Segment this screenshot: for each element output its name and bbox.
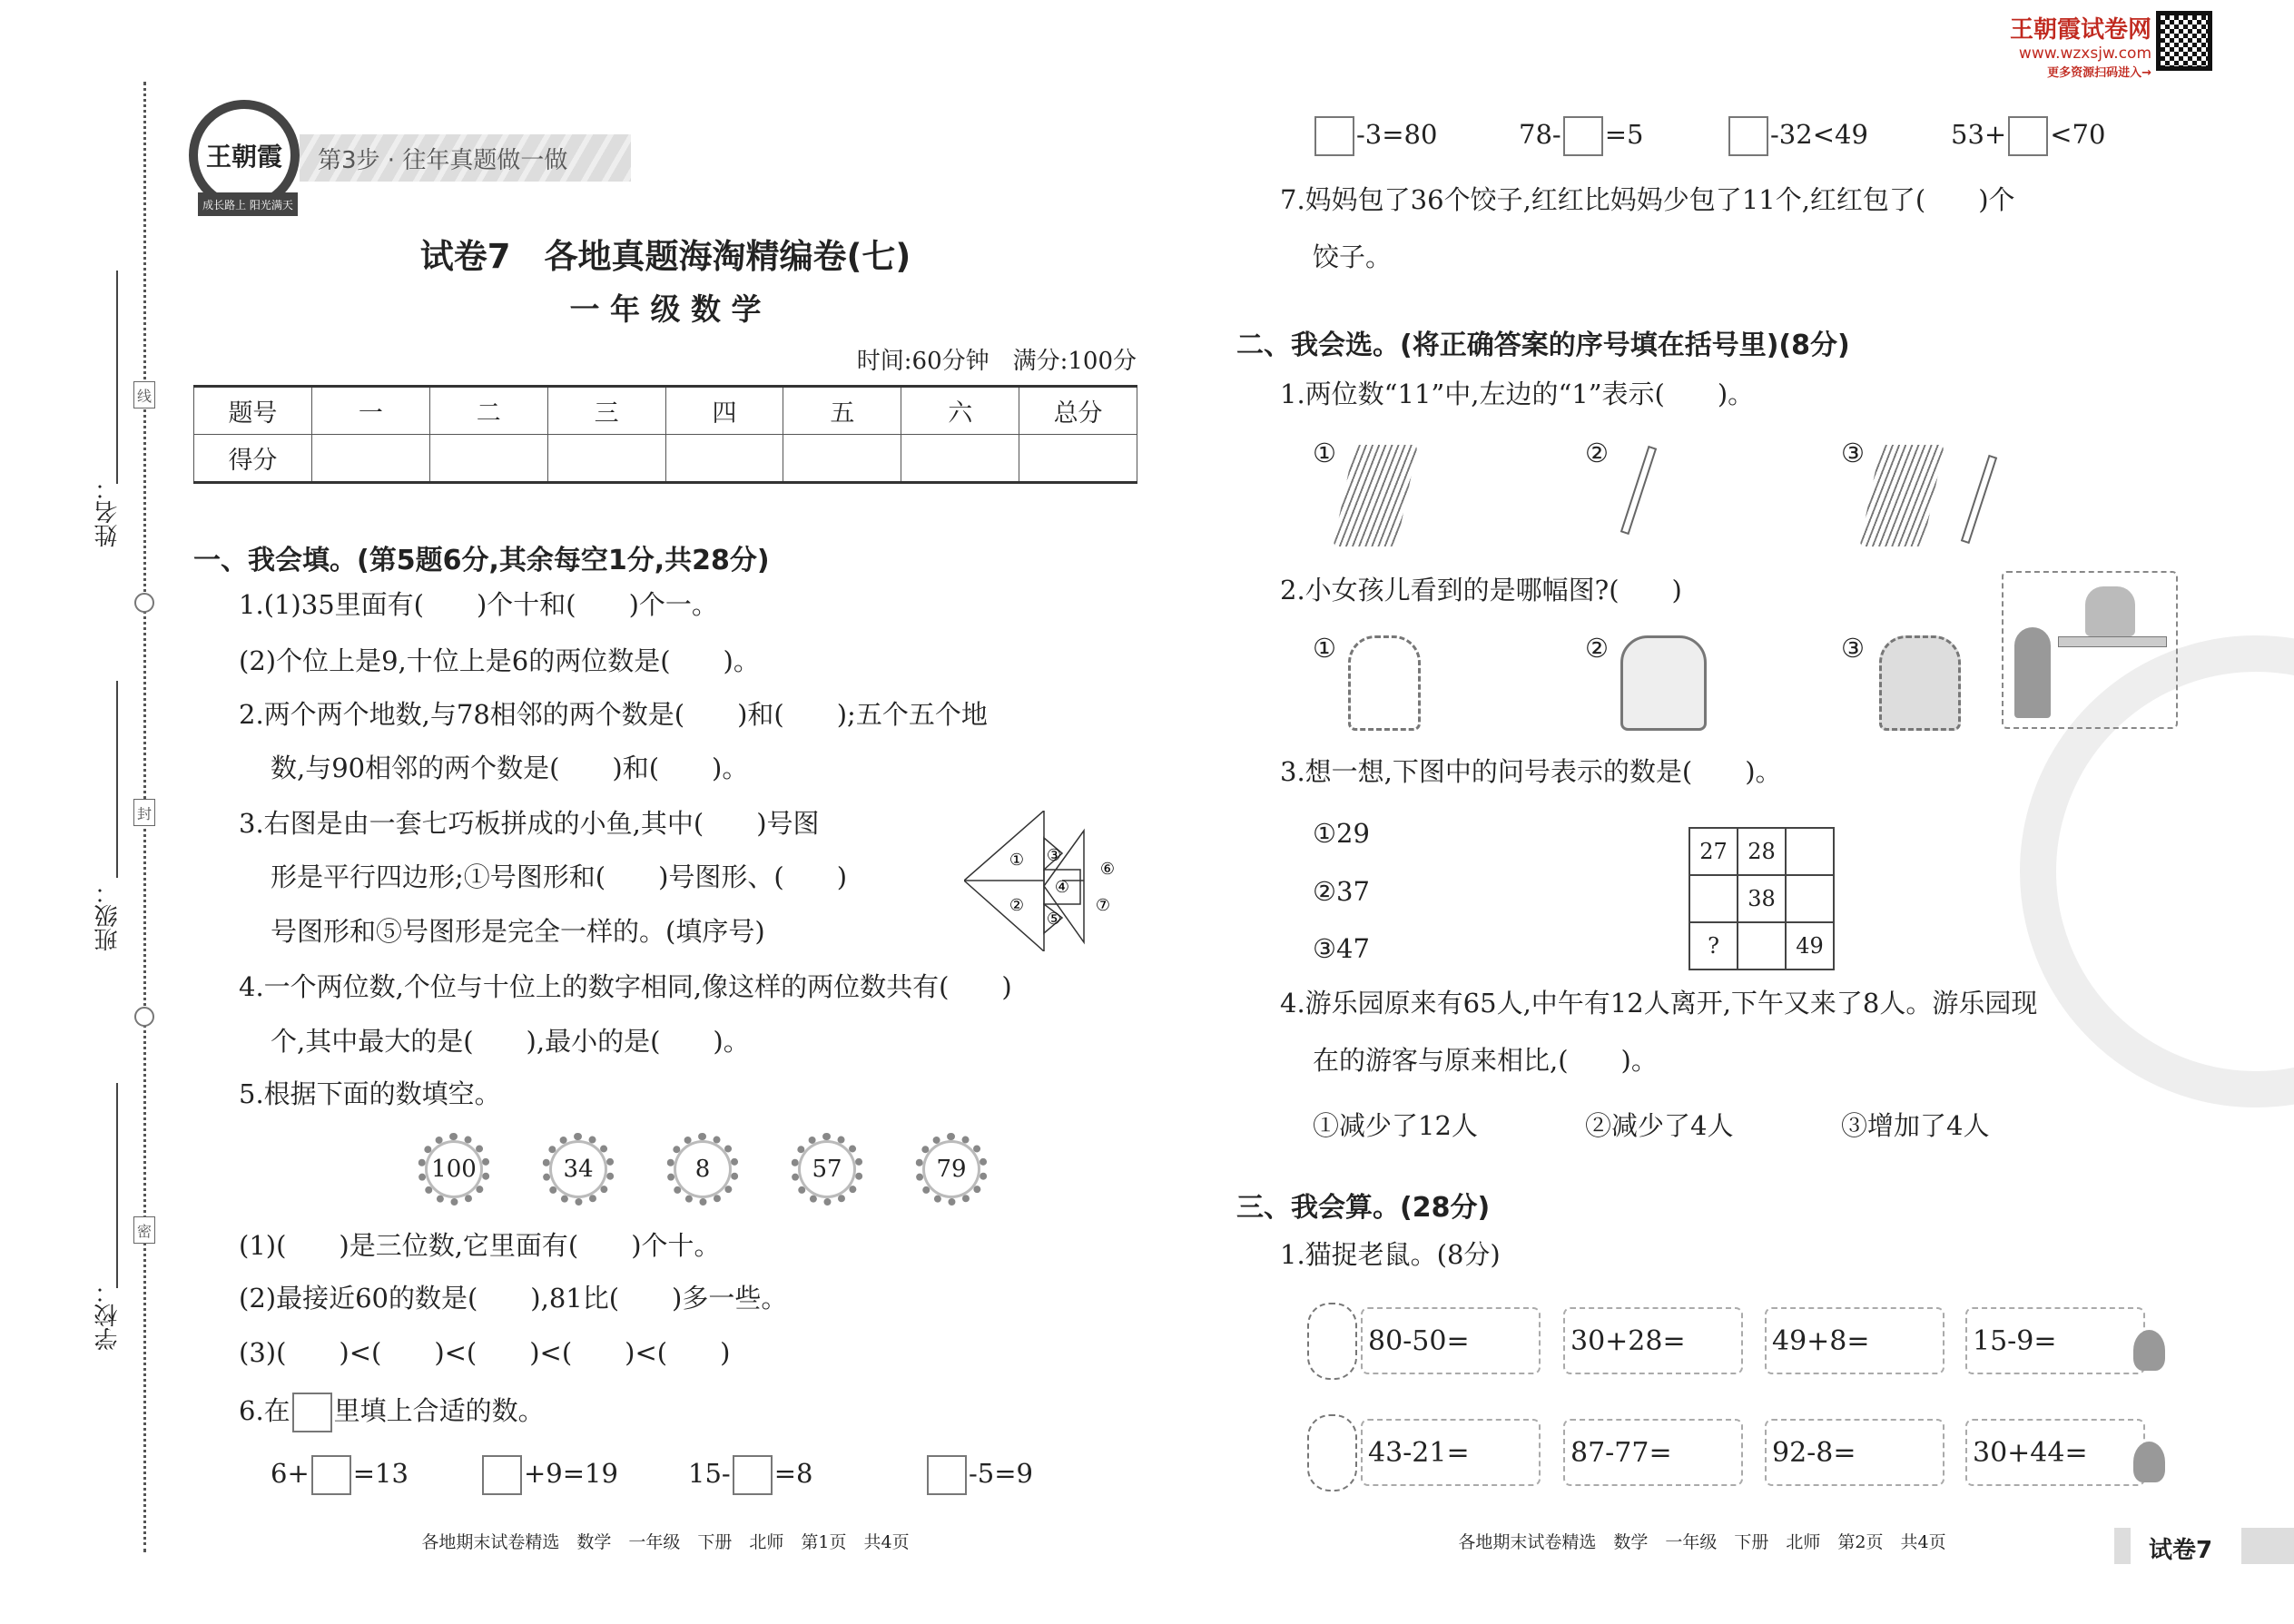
binding-hole — [134, 593, 154, 613]
question-text: (2)个位上是9,十位上是6的两位数是( )。 — [239, 645, 760, 676]
cat-icon — [1307, 1303, 1357, 1380]
eq-pre: 15- — [688, 1458, 731, 1489]
section-3-heading: 三、我会算。(28分) — [1236, 1192, 1491, 1224]
backpack-front-view-icon — [1620, 635, 1707, 731]
equation — [1519, 116, 1643, 156]
footer-left: 各地期末试卷精选 数学 一年级 下册 北师 第1页 共4页 — [421, 1532, 910, 1552]
paper-tab — [2114, 1528, 2294, 1564]
score-header: 题号 — [194, 387, 312, 435]
question-text: 饺子。 — [1313, 241, 1393, 272]
seal-mark-seal: 封 — [133, 799, 155, 826]
score-cell[interactable] — [547, 435, 665, 483]
option-label[interactable]: ①29 — [1313, 818, 1370, 849]
option-label[interactable]: ②减少了4人 — [1585, 1110, 1734, 1141]
backpack-back-view-icon — [1879, 635, 1961, 731]
mouse-icon — [2133, 1330, 2165, 1371]
equation — [271, 1455, 409, 1495]
answer-box[interactable] — [311, 1455, 351, 1495]
question-text: (3)( )<( )<( )<( )<( ) — [239, 1337, 731, 1368]
paper-tab-label: 试卷7 — [2149, 1537, 2213, 1564]
question-text: 数,与90相邻的两个数是( )和( )。 — [271, 753, 749, 783]
eq-post: <70 — [2050, 119, 2106, 150]
brand-logo-text: 王朝霞 — [205, 142, 282, 172]
score-cell[interactable] — [311, 435, 429, 483]
question-text: 4.游乐园原来有65人,中午有12人离开,下午又来了8人。游乐园现 — [1280, 988, 2038, 1019]
answer-box[interactable] — [733, 1455, 773, 1495]
eq-post: =13 — [352, 1458, 409, 1489]
single-stick-icon — [1961, 455, 1997, 544]
eq-pre: 78- — [1519, 119, 1561, 150]
step-banner-text: 第3步 · 往年真题做一做 — [318, 147, 568, 174]
eq-post: -32<49 — [1770, 119, 1868, 150]
question-text: 2.小女孩儿看到的是哪幅图?( ) — [1280, 575, 1682, 605]
tangram-label: ⑦ — [1095, 896, 1111, 915]
score-row-label: 得分 — [194, 435, 312, 483]
tangram-label: ③ — [1046, 846, 1062, 865]
tangram-label: ② — [1009, 896, 1025, 915]
score-header: 总分 — [1019, 387, 1137, 435]
site-hint: 更多资源扫码进入→ — [2047, 66, 2151, 80]
option-label[interactable]: ① — [1313, 633, 1336, 664]
question-text: 2.两个两个地数,与78相邻的两个数是( )和( );五个五个地 — [239, 699, 988, 730]
question-6-text — [239, 1393, 545, 1432]
school-label: 学校： — [94, 1280, 122, 1351]
page-subtitle: 一 年 级 数 学 — [569, 291, 762, 327]
bundle-of-ten-sticks-icon — [1859, 445, 1944, 546]
option-label[interactable]: ③ — [1841, 438, 1865, 468]
grid-cell — [1786, 875, 1834, 922]
option-label[interactable]: ③47 — [1313, 933, 1370, 964]
calc-box[interactable]: 92-8= — [1765, 1419, 1944, 1486]
score-header: 一 — [311, 387, 429, 435]
question-text: 1.两位数“11”中,左边的“1”表示( )。 — [1280, 379, 1755, 409]
exam-meta: 时间:60分钟 满分:100分 — [856, 348, 1137, 375]
option-label[interactable]: ②37 — [1313, 876, 1370, 907]
seal-mark-line: 线 — [133, 381, 155, 408]
question-text: 1.(1)35里面有( )个十和( )个一。 — [239, 589, 718, 620]
tangram-label: ⑤ — [1046, 910, 1062, 929]
answer-box[interactable] — [1563, 116, 1603, 156]
calc-box[interactable]: 87-77= — [1563, 1419, 1743, 1486]
question-text: 3.想一想,下图中的问号表示的数是( )。 — [1280, 756, 1782, 787]
binding-hole — [134, 1007, 154, 1027]
calc-box[interactable]: 30+44= — [1965, 1419, 2145, 1486]
option-label[interactable]: ② — [1585, 633, 1609, 664]
school-field[interactable] — [116, 1083, 118, 1288]
tangram-label: ① — [1009, 851, 1025, 870]
score-table-row — [194, 435, 1137, 483]
question-text: 号图形和⑤号图形是完全一样的。(填序号) — [271, 916, 765, 947]
page-title: 试卷7 各地真题海淘精编卷(七) — [419, 237, 911, 276]
number-flower: 57 — [791, 1133, 863, 1206]
score-table — [193, 385, 1137, 484]
option-label[interactable]: ② — [1585, 438, 1609, 468]
grid-cell — [1689, 875, 1738, 922]
option-label[interactable]: ③增加了4人 — [1841, 1110, 1990, 1141]
name-label: 姓名： — [94, 477, 122, 547]
grid-cell: 49 — [1786, 922, 1834, 969]
score-header: 五 — [783, 387, 901, 435]
score-cell[interactable] — [1019, 435, 1137, 483]
question-text: 在的游客与原来相比,( )。 — [1313, 1045, 1658, 1076]
step-banner — [300, 134, 631, 182]
eq-post: =5 — [1604, 119, 1644, 150]
calc-box[interactable]: 80-50= — [1361, 1307, 1541, 1374]
number-flower: 8 — [666, 1133, 739, 1206]
answer-box[interactable] — [1728, 116, 1768, 156]
number-flower: 79 — [915, 1133, 988, 1206]
score-header: 四 — [665, 387, 783, 435]
score-header: 六 — [901, 387, 1019, 435]
equation — [1951, 116, 2105, 156]
answer-box[interactable] — [927, 1455, 967, 1495]
calc-box[interactable]: 30+28= — [1563, 1307, 1743, 1374]
option-label[interactable]: ① — [1313, 438, 1336, 468]
eq-post: =8 — [773, 1458, 813, 1489]
number-grid — [1689, 827, 1835, 970]
answer-box[interactable] — [1314, 116, 1354, 156]
grid-cell: 28 — [1738, 828, 1786, 875]
site-badge[interactable] — [1997, 11, 2151, 80]
question-text: 3.右图是由一套七巧板拼成的小鱼,其中( )号图 — [239, 808, 820, 839]
equation — [480, 1455, 618, 1495]
question-text: 1.猫捉老鼠。(8分) — [1280, 1239, 1501, 1270]
site-url[interactable]: www.wzxsjw.com — [2018, 44, 2151, 63]
cat-icon — [1307, 1414, 1357, 1491]
question-text: (1)( )是三位数,它里面有( )个十。 — [239, 1230, 721, 1261]
score-table-header — [194, 387, 1137, 435]
q6-pre: 6.在 — [239, 1395, 290, 1426]
footer-right: 各地期末试卷精选 数学 一年级 下册 北师 第2页 共4页 — [1458, 1532, 1946, 1552]
grid-cell: ? — [1689, 922, 1738, 969]
answer-box[interactable] — [482, 1455, 522, 1495]
eq-post: -5=9 — [969, 1458, 1033, 1489]
option-label[interactable]: ①减少了12人 — [1313, 1110, 1478, 1141]
section-2-heading: 二、我会选。(将正确答案的序号填在括号里)(8分) — [1236, 330, 1850, 361]
site-name: 王朝霞试卷网 — [2009, 16, 2151, 44]
number-flower: 100 — [418, 1133, 490, 1206]
bundle-of-ten-sticks-icon — [1333, 445, 1418, 546]
question-text: 4.一个两位数,个位与十位上的数字相同,像这样的两位数共有( ) — [239, 971, 1012, 1002]
calc-box[interactable]: 43-21= — [1361, 1419, 1541, 1486]
q6-post: 里填上合适的数。 — [333, 1395, 545, 1426]
option-label[interactable]: ③ — [1841, 633, 1865, 664]
class-field[interactable] — [116, 681, 118, 878]
equation — [1727, 116, 1868, 156]
seal-mark-secret: 密 — [133, 1216, 155, 1244]
answer-box — [292, 1393, 332, 1432]
grid-cell — [1786, 828, 1834, 875]
question-text: 7.妈妈包了36个饺子,红红比妈妈少包了11个,红红包了( )个 — [1280, 184, 2015, 215]
tangram-label: ④ — [1054, 878, 1070, 897]
eq-pre: 6+ — [271, 1458, 310, 1489]
score-cell[interactable] — [901, 435, 1019, 483]
question-text: (2)最接近60的数是( ),81比( )多一些。 — [239, 1283, 788, 1314]
score-cell[interactable] — [783, 435, 901, 483]
mouse-icon — [2133, 1442, 2165, 1482]
calc-box[interactable]: 15-9= — [1965, 1307, 2145, 1374]
equation — [1313, 116, 1437, 156]
eq-post: -3=80 — [1356, 119, 1438, 150]
answer-box[interactable] — [2008, 116, 2048, 156]
grid-cell — [1738, 922, 1786, 969]
question-text: 5.根据下面的数填空。 — [239, 1078, 501, 1109]
grid-cell: 27 — [1689, 828, 1738, 875]
section-1-heading: 一、我会填。(第5题6分,其余每空1分,共28分) — [193, 545, 770, 576]
question-text: 形是平行四边形;①号图形和( )号图形、( ) — [271, 861, 848, 892]
score-cell[interactable] — [429, 435, 547, 483]
score-header: 二 — [429, 387, 547, 435]
qr-code-icon[interactable] — [2156, 11, 2212, 71]
equation — [688, 1455, 812, 1495]
eq-post: +9=19 — [524, 1458, 618, 1489]
tangram-fish-figure — [964, 811, 1127, 951]
backpack-side-view-icon — [1348, 635, 1421, 731]
single-stick-icon — [1620, 446, 1657, 535]
girl-and-backpack-picture — [2002, 571, 2178, 729]
calc-box[interactable]: 49+8= — [1765, 1307, 1944, 1374]
number-flower: 34 — [542, 1133, 615, 1206]
score-header: 三 — [547, 387, 665, 435]
score-cell[interactable] — [665, 435, 783, 483]
eq-pre: 53+ — [1951, 119, 2007, 150]
question-text: 个,其中最大的是( ),最小的是( )。 — [271, 1026, 750, 1057]
tangram-label: ⑥ — [1099, 860, 1116, 879]
grid-cell: 38 — [1738, 875, 1786, 922]
equation — [925, 1455, 1033, 1495]
class-label: 班级： — [94, 881, 122, 951]
brand-slogan: 成长路上 阳光满天 — [198, 192, 298, 216]
